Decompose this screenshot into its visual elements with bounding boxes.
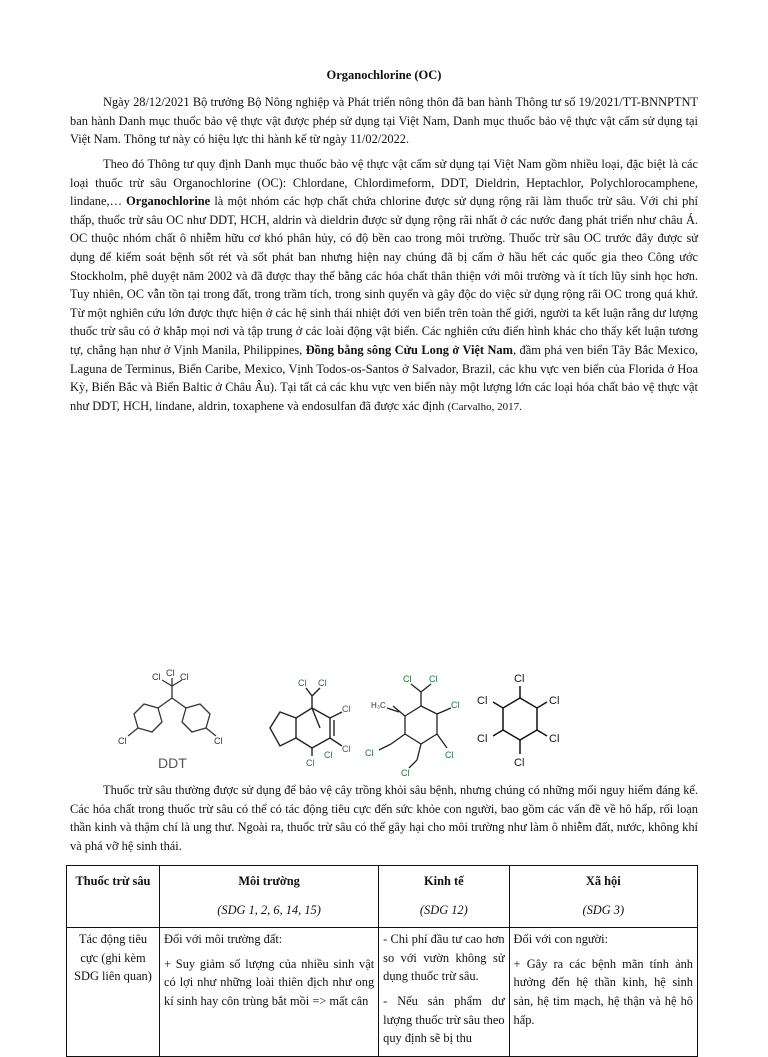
cell-text: - Chi phí đầu tư cao hơn so với vườn không sử dụng thuốc trừ sâu. <box>383 932 505 984</box>
aldrin-cl-label: Cl <box>324 750 333 760</box>
cell-text: Đối với môi trường đất: <box>164 932 283 947</box>
paragraph-circular: Ngày 28/12/2021 Bộ trưởng Bộ Nông nghiệp và Phát triển nông thôn đã ban hành Thông tư số 19/2021/TT-BNNPTNT ban hành Danh mục thuốc bảo vệ thực vật được phép sử dụng tại Việt Nam, Danh mục thuốc bảo vệ thực vật cấm sử dụng tại Việt Nam. Thông tư này có hiệu lực thi hành kể từ ngày 11/02/2022. <box>70 95 698 147</box>
header-label: Môi trường <box>238 874 300 888</box>
ddt-cl-label: Cl <box>166 668 175 678</box>
sdg-label: (SDG 1, 2, 6, 14, 15) <box>217 902 321 917</box>
toxaphene-cl-label: Cl <box>451 700 460 710</box>
header-label: Xã hội <box>585 874 621 888</box>
text-run: Theo đó Thông tư quy định Danh mục thuốc bảo vệ thực vật cấm sử dụng tại Việt Nam gồm nhiều loại, đặc biệt là các loại thuốc trừ sâu Organochlorine (OC): Chlordane, Chlordimeform, DDT, Dieldrin, Heptachlor, Polychlorocamphene, lindane,… <box>70 157 698 209</box>
toxaphene-cl-label: Cl <box>429 674 438 684</box>
aldrin-cl-label: Cl <box>342 704 351 714</box>
economy-cell <box>379 928 509 1057</box>
page-title: Organochlorine (OC) <box>326 68 442 82</box>
header-label: Kinh tế <box>424 874 464 888</box>
bold-term-organochlorine: Organochlorine <box>126 194 211 209</box>
toxaphene-cl-label: Cl <box>365 748 374 758</box>
ddt-cl-label: Cl <box>118 736 127 746</box>
header-economy <box>379 866 509 928</box>
environment-cell <box>160 928 379 1057</box>
citation: (Carvalho, 2017. <box>447 400 522 413</box>
society-cell <box>509 928 697 1057</box>
header-society <box>509 866 697 928</box>
lindane-structure <box>465 668 575 780</box>
text-run: , đầm phá ven biển Tây Bắc Mexico, Laguna de Terminus, Biển Caribe, Mexico, Vịnh Todos-os-Santos ở Salvador, Brazil, các khu vực ven biển của Florida ở Hoa Kỳ, Biển Bắc và Biển Baltic ở Châu Âu). Tại tất cả các khu vực ven biển này một lượng lớn các loại hóa chất bảo vệ thực vật như DDT, HCH, lindane, aldrin, toxaphene và endosulfan đã được xác định <box>70 342 698 413</box>
cell-text: + Gây ra các bệnh mãn tính ảnh hưởng đến hệ thần kinh, hệ sinh sản, hệ tim mạch, hệ thận và hệ hô hấp. <box>513 956 693 1027</box>
paragraph-organochlorine <box>70 155 698 416</box>
lindane-cl-label: Cl <box>549 695 560 707</box>
sdg-label: (SDG 12) <box>419 902 468 917</box>
ddt-structure <box>110 668 250 780</box>
lindane-cl-label: Cl <box>514 673 525 685</box>
impact-table <box>66 865 698 1057</box>
table-header-row <box>67 866 698 928</box>
lindane-cl-label: Cl <box>477 733 488 745</box>
aldrin-cl-label: Cl <box>306 758 315 768</box>
aldrin-cl-label: Cl <box>298 678 307 688</box>
lindane-cl-label: Cl <box>514 757 525 769</box>
aldrin-cl-label: Cl <box>342 744 351 754</box>
toxaphene-cl-label: Cl <box>403 674 412 684</box>
header-environment <box>160 866 379 928</box>
ddt-cl-label: Cl <box>214 736 223 746</box>
lindane-cl-label: Cl <box>549 733 560 745</box>
ddt-cl-label: Cl <box>152 672 161 682</box>
lindane-cl-label: Cl <box>477 695 488 707</box>
table-row <box>67 928 698 1057</box>
toxaphene-cl-label: Cl <box>445 750 454 760</box>
ddt-label: DDT <box>158 755 187 771</box>
aldrin-cl-label: Cl <box>318 678 327 688</box>
aldrin-structure <box>250 668 360 780</box>
toxaphene-cl-label: Cl <box>401 768 410 778</box>
toxaphene-structure <box>355 668 475 780</box>
chemical-structures-figure <box>110 668 670 780</box>
row-label: Tác động tiêu cực (ghi kèm SDG liên quan) <box>67 928 160 1057</box>
toxaphene-h3c-label: H₃C <box>371 701 386 710</box>
bold-term-mekong-delta: Đồng bằng sông Cửu Long ở Việt Nam <box>305 342 513 357</box>
ddt-cl-label: Cl <box>180 672 189 682</box>
header-pesticide: Thuốc trừ sâu <box>67 866 160 928</box>
cell-text: - Nếu sản phẩm dư lượng thuốc trừ sâu theo quy định sẽ bị thu <box>383 993 505 1046</box>
sdg-label: (SDG 3) <box>582 902 625 917</box>
cell-text: + Suy giảm số lượng của nhiều sinh vật có lợi như những loài thiên địch như ong kí sinh hay côn trùng bắt mồi => mất cân <box>164 956 375 1008</box>
paragraph-pesticide-risks: Thuốc trừ sâu thường được sử dụng để bảo vệ cây trồng khỏi sâu bệnh, nhưng chúng có những mối nguy hiểm đáng kể. Các hóa chất trong thuốc trừ sâu có thể có tác động tiêu cực đến sức khỏe con người, bao gồm các vấn đề về hô hấp, rối loạn thần kinh và thậm chí là ung thư. Ngoài ra, thuốc trừ sâu có thể gây hại cho môi trường như làm ô nhiễm đất, nước, không khí và phá vỡ hệ sinh thái. <box>70 783 698 853</box>
cell-text: Đối với con người: <box>513 932 609 947</box>
text-run: là một nhóm các hợp chất chứa chlorine được sử dụng rộng rãi làm thuốc trừ sâu. Với chi phí thấp, thuốc trừ sâu OC như DDT, HCH, aldrin và dieldrin được sử dụng rộng rãi nhất ở các nước đang phát triển như châu Á. OC thuộc nhóm chất ô nhiễm hữu cơ khó phân hủy, có độ bền cao trong môi trường. Thuốc trừ sâu OC trước đây được sử dụng để kiểm soát bệnh sốt rét và sốt phát ban nhưng hiện nay chúng đã bị cấm ở hầu hết các quốc gia theo Công ước Stockholm, phê duyệt năm 2002 và đã được thay thế bằng các hóa chất thân thiện với môi trường và ít tích lũy sinh học hơn. Tuy nhiên, OC vẫn tồn tại trong đất, trong trầm tích, trong sinh quyển và gây độc do việc sử dụng rộng rãi OC trong quá khứ. Từ một nghiên cứu lớn được thực hiện ở các hệ sinh thái nhiệt đới ven biển trên toàn thế giới, người ta kết luận rằng dư lượng thuốc trừ sâu có ở khắp mọi nơi và tập trung ở các loài động vật biển. Các nghiên cứu điển hình khác cho thấy kết luận tương tự, chẳng hạn như ở Vịnh Manila, Philippines, <box>70 194 698 357</box>
